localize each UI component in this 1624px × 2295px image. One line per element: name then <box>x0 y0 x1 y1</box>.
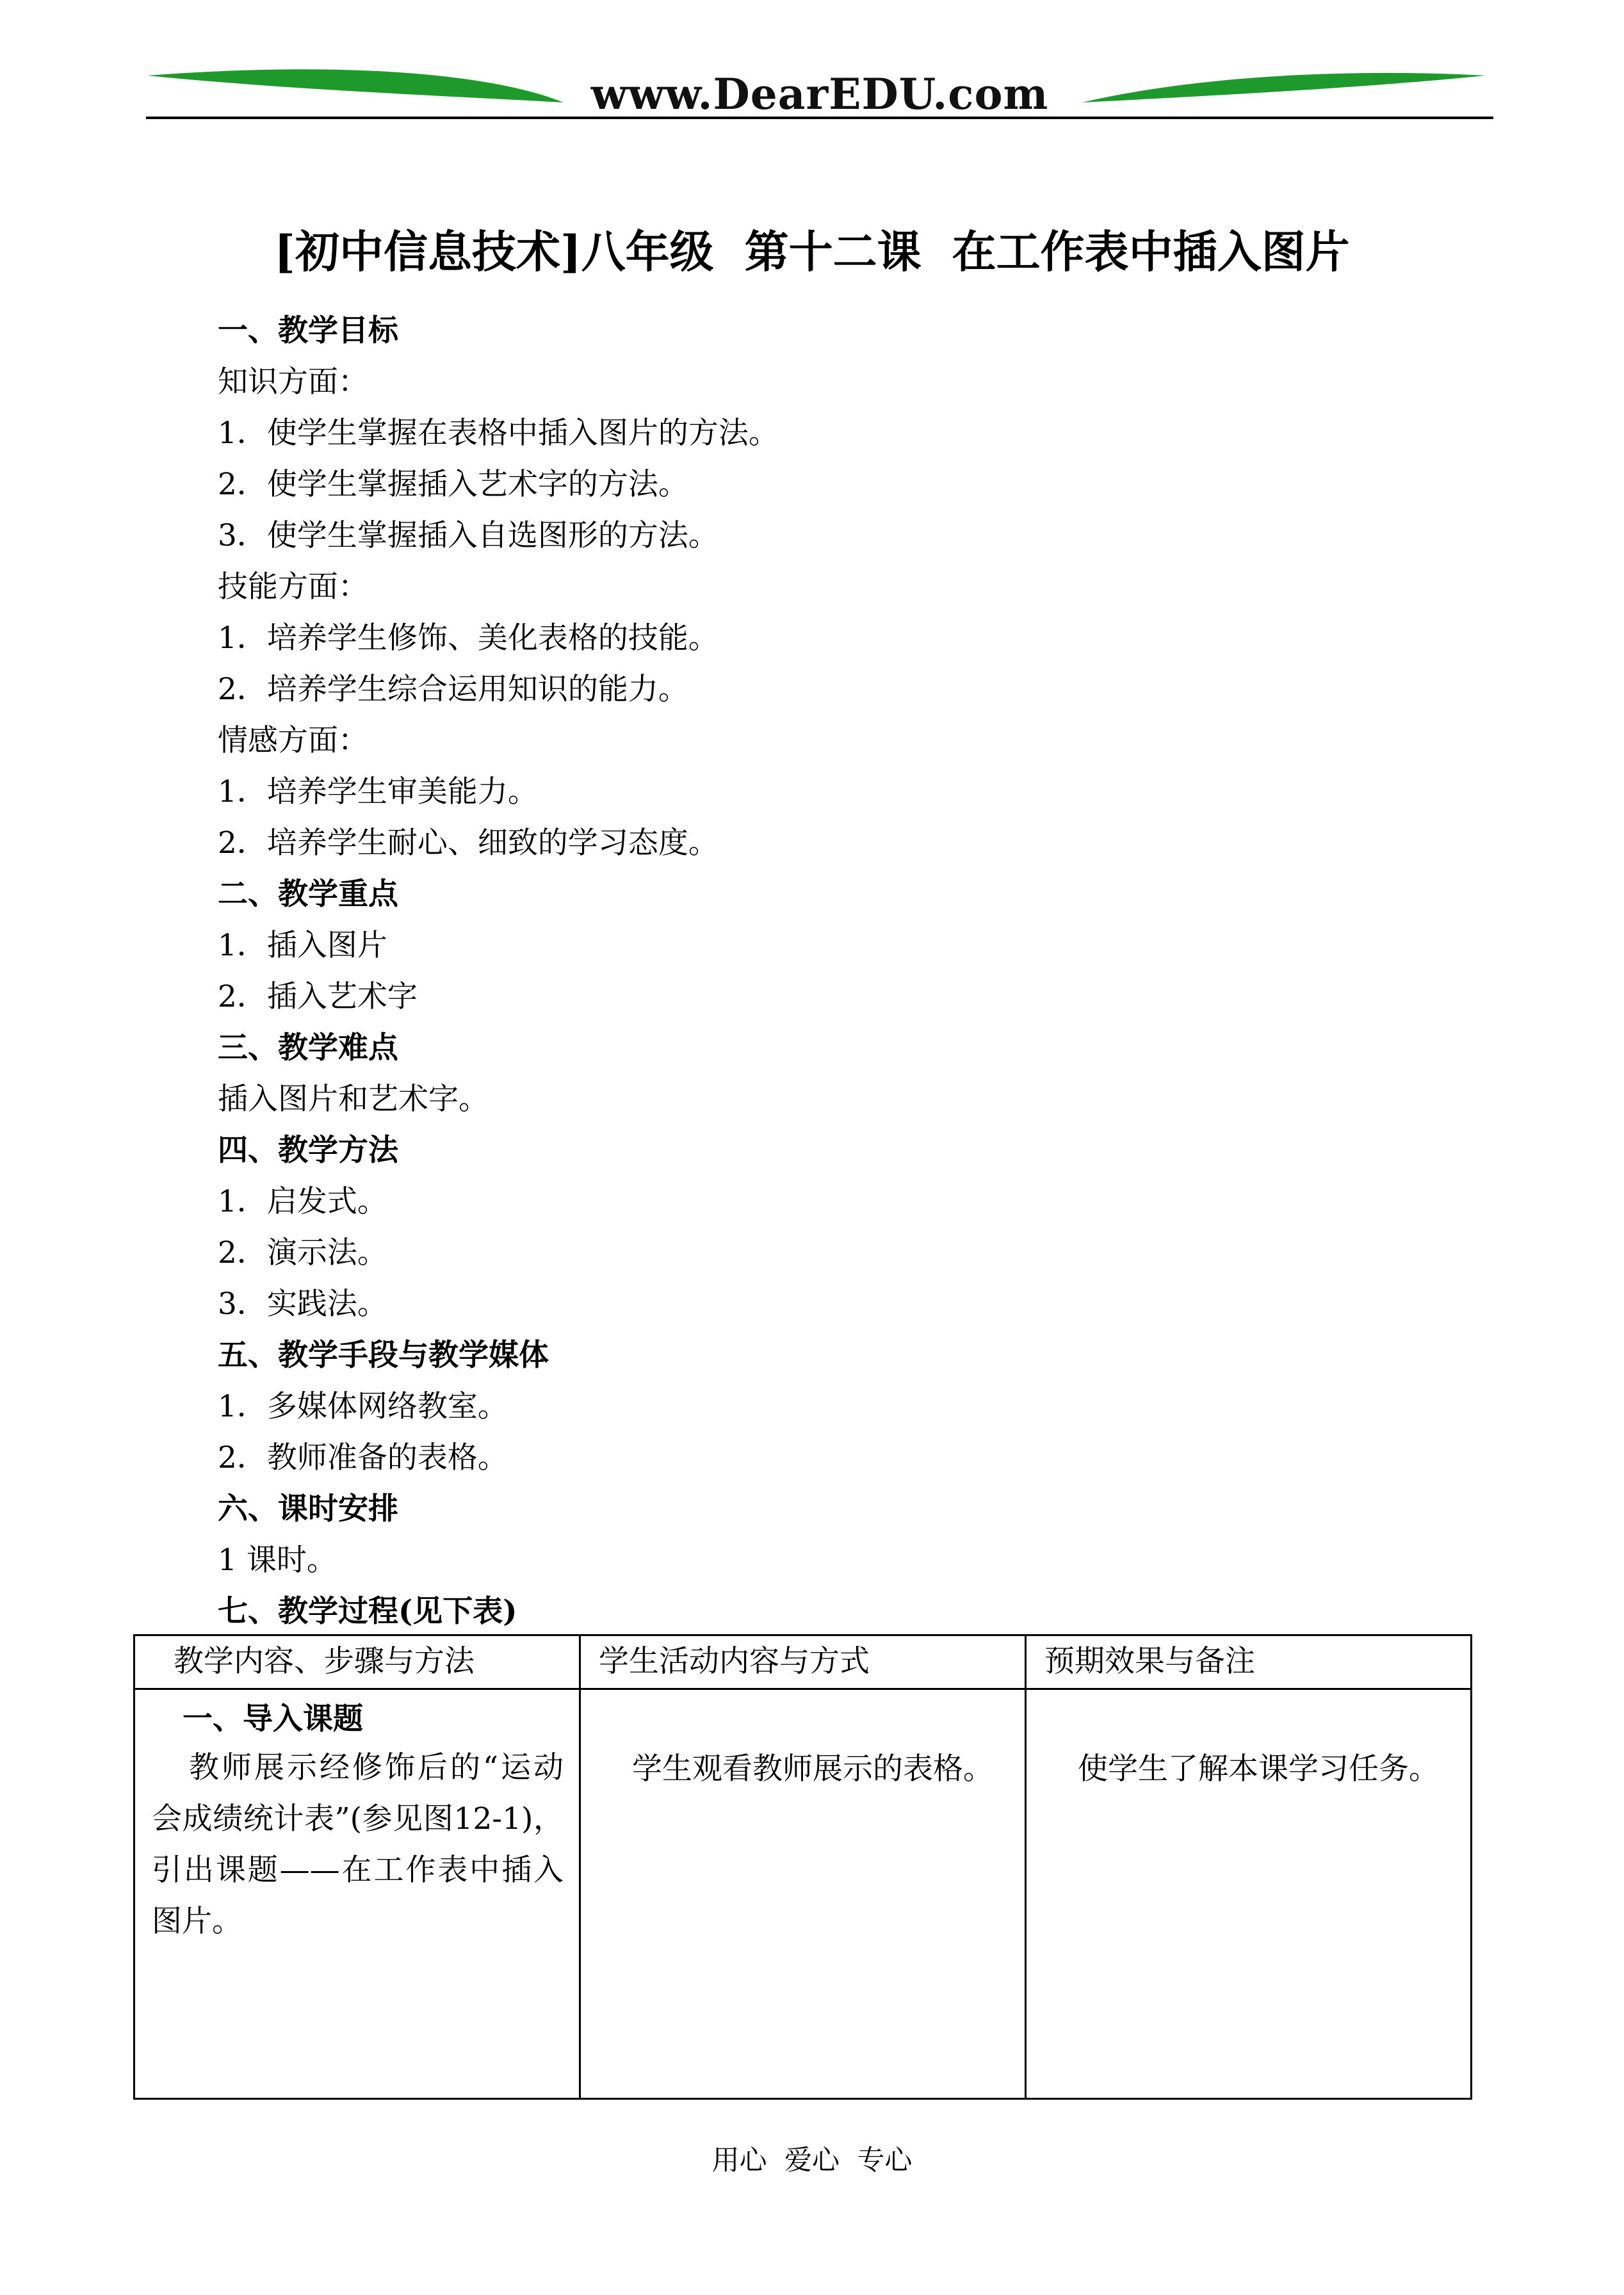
table-header-cell: 学生活动内容与方式 <box>580 1635 1026 1689</box>
cell-heading: 一、导入课题 <box>183 1701 363 1737</box>
list-item: 1．培养学生审美能力。 <box>218 774 538 809</box>
section-heading: 四、教学方法 <box>218 1133 398 1168</box>
list-item: 1．多媒体网络教室。 <box>218 1389 508 1424</box>
section-heading: 六、课时安排 <box>218 1491 398 1527</box>
list-item: 2．培养学生耐心、细致的学习态度。 <box>218 825 719 861</box>
subsection-label: 知识方面： <box>218 364 368 400</box>
list-item: 1．启发式。 <box>218 1184 387 1219</box>
list-item: 1．插入图片 <box>218 928 387 963</box>
section-heading: 一、教学目标 <box>218 313 398 348</box>
list-item: 2．使学生掌握插入艺术字的方法。 <box>218 467 688 502</box>
cell-text: 教师展示经修饰后的“运动会成绩统计表”(参见图12-1)，引出课题——在工作表中插入图片。 <box>152 1750 564 1939</box>
site-logo: www.DearEDU.com <box>590 69 1049 119</box>
table-row <box>134 1689 1472 2099</box>
list-item: 3．实践法。 <box>218 1286 387 1322</box>
section-heading: 五、教学手段与教学媒体 <box>218 1338 549 1373</box>
list-item: 2．教师准备的表格。 <box>218 1440 508 1475</box>
list-item: 2．演示法。 <box>218 1235 387 1270</box>
paragraph: 1 课时。 <box>218 1543 337 1578</box>
table-header-cell: 预期效果与备注 <box>1026 1635 1472 1689</box>
page-footer: 用心 爱心 专心 <box>711 2145 913 2177</box>
list-item: 2．插入艺术字 <box>218 979 418 1014</box>
site-header <box>0 0 1624 128</box>
list-item: 1．使学生掌握在表格中插入图片的方法。 <box>218 416 779 451</box>
paragraph: 插入图片和艺术字。 <box>218 1082 489 1117</box>
table-header-cell: 教学内容、步骤与方法 <box>134 1635 580 1689</box>
section-heading: 三、教学难点 <box>218 1030 398 1066</box>
list-item: 3．使学生掌握插入自选图形的方法。 <box>218 518 719 553</box>
list-item: 1．培养学生修饰、美化表格的技能。 <box>218 620 719 656</box>
subsection-label: 情感方面： <box>218 723 368 758</box>
subsection-label: 技能方面： <box>218 569 368 604</box>
table-cell <box>134 1689 580 2099</box>
teaching-process-table <box>133 1634 1472 2100</box>
section-heading: 二、教学重点 <box>218 877 398 912</box>
table-header-row <box>134 1635 1472 1689</box>
table-cell: 学生观看教师展示的表格。 <box>580 1689 1026 2099</box>
page-title: [初中信息技术]八年级 第十二课 在工作表中插入图片 <box>274 226 1350 278</box>
section-heading: 七、教学过程(见下表) <box>218 1594 517 1629</box>
list-item: 2．培养学生综合运用知识的能力。 <box>218 672 688 707</box>
table-cell: 使学生了解本课学习任务。 <box>1026 1689 1472 2099</box>
